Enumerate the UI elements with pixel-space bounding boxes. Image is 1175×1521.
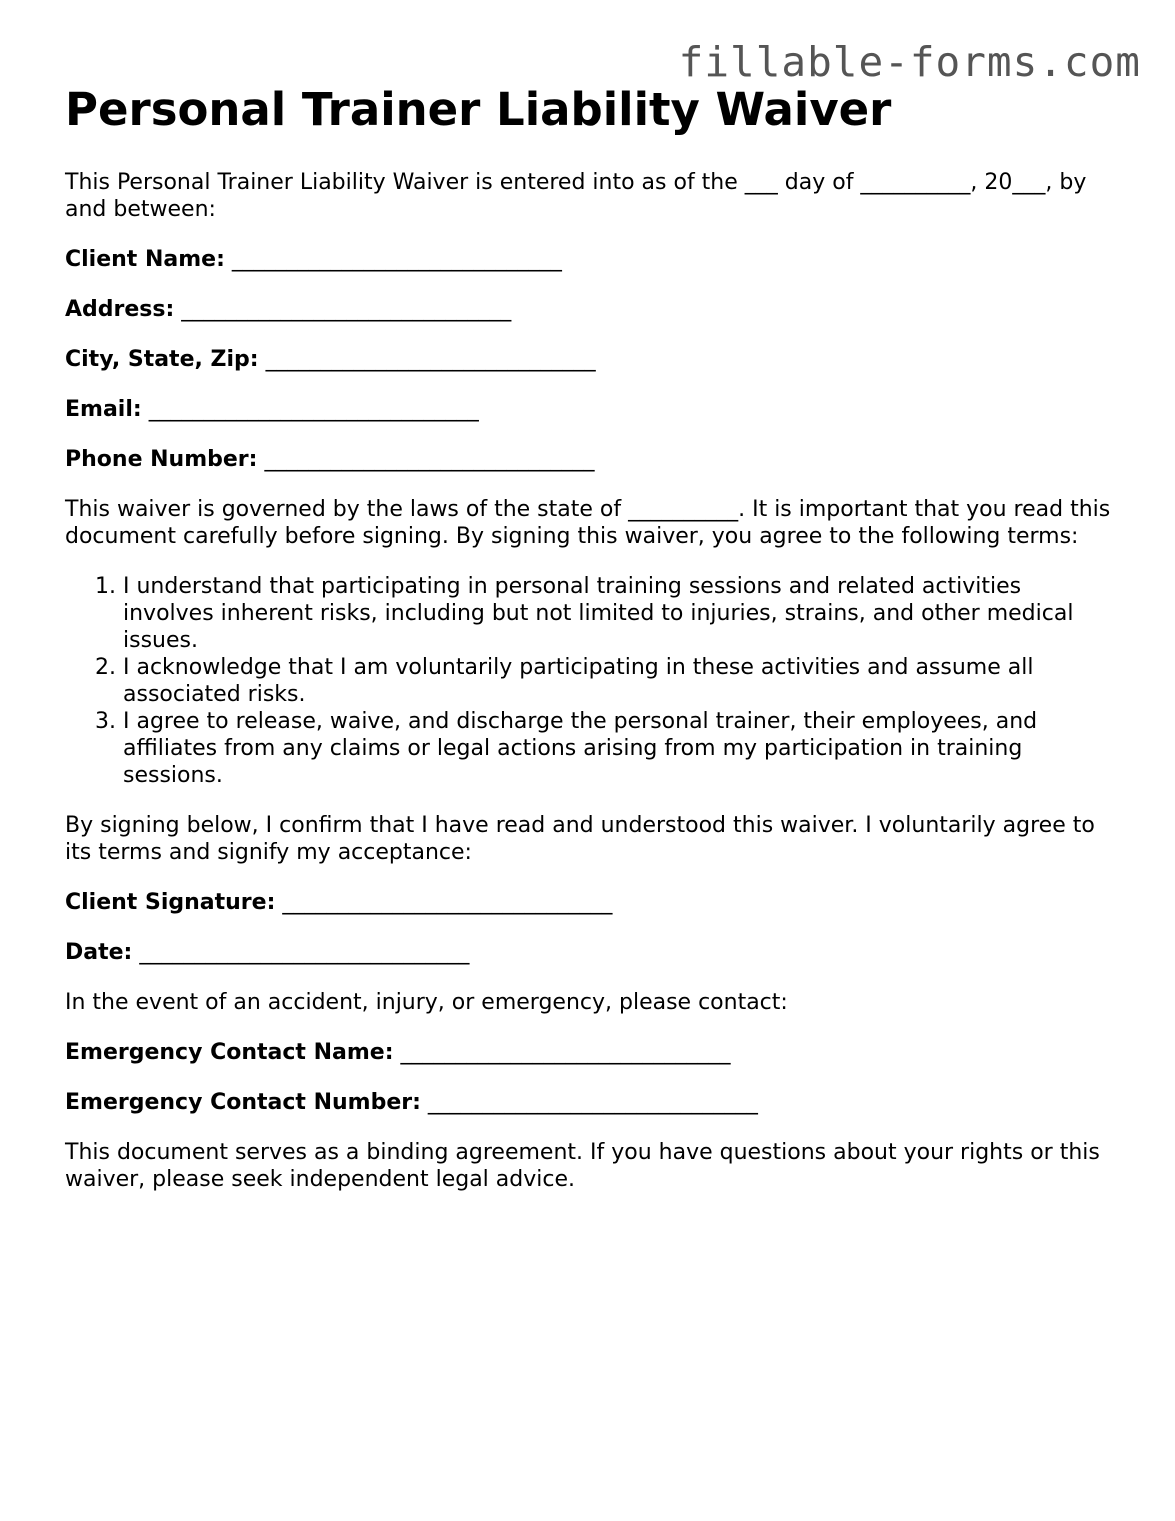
governing-law-paragraph: This waiver is governed by the laws of the state of __________. It is important that you read this document carefully before signing. By signing this waiver, you agree to the following terms:: [65, 497, 1111, 549]
field-blank[interactable]: ______________________________: [148, 397, 479, 422]
field-blank[interactable]: ______________________________: [231, 247, 562, 272]
emergency-intro-paragraph: In the event of an accident, injury, or emergency, please contact:: [65, 990, 788, 1015]
field-blank[interactable]: ______________________________: [265, 347, 596, 372]
client-signature-field[interactable]: [65, 889, 1115, 916]
field-blank[interactable]: ______________________________: [427, 1090, 758, 1115]
terms-list: [65, 573, 1115, 789]
field-blank[interactable]: ______________________________: [282, 890, 613, 915]
field-label: City, State, Zip:: [65, 347, 259, 372]
field-label: Emergency Contact Number:: [65, 1090, 421, 1115]
emergency-contact-number-field[interactable]: [65, 1089, 1115, 1116]
address-field[interactable]: [65, 296, 1115, 323]
field-label: Emergency Contact Name:: [65, 1040, 394, 1065]
closing-paragraph: This document serves as a binding agreement. If you have questions about your rights or this waiver, please seek independent legal advice.: [65, 1140, 1100, 1192]
date-field[interactable]: [65, 939, 1115, 966]
client-name-field[interactable]: [65, 246, 1115, 273]
field-label: Client Signature:: [65, 890, 276, 915]
list-item: 2. I acknowledge that I am voluntarily participating in these activities and assume all associated risks.: [123, 654, 1115, 708]
confirmation-paragraph: By signing below, I confirm that I have read and understood this waiver. I voluntarily agree to its terms and signify my acceptance:: [65, 813, 1095, 865]
phone-number-field[interactable]: [65, 446, 1115, 473]
list-item: 1. I understand that participating in personal training sessions and related activities involves inherent risks, including but not limited to injuries, strains, and other medical issues.: [123, 573, 1115, 654]
field-blank[interactable]: ______________________________: [139, 940, 470, 965]
field-label: Client Name:: [65, 247, 225, 272]
email-field[interactable]: [65, 396, 1115, 423]
intro-paragraph: This Personal Trainer Liability Waiver is entered into as of the ___ day of __________, 20___, by and between:: [65, 170, 1087, 222]
field-label: Email:: [65, 397, 142, 422]
field-blank[interactable]: ______________________________: [400, 1040, 731, 1065]
list-item: 3. I agree to release, waive, and discharge the personal trainer, their employees, and affiliates from any claims or legal actions arising from my participation in training sessions.: [123, 708, 1115, 789]
field-blank[interactable]: ______________________________: [181, 297, 512, 322]
field-blank[interactable]: ______________________________: [264, 447, 595, 472]
document-page: [65, 80, 1115, 1216]
field-label: Phone Number:: [65, 447, 258, 472]
field-label: Date:: [65, 940, 133, 965]
watermark: fillable-forms.com: [678, 38, 1141, 86]
city-state-zip-field[interactable]: [65, 346, 1115, 373]
page-title: Personal Trainer Liability Waiver: [65, 83, 892, 136]
emergency-contact-name-field[interactable]: [65, 1039, 1115, 1066]
field-label: Address:: [65, 297, 175, 322]
